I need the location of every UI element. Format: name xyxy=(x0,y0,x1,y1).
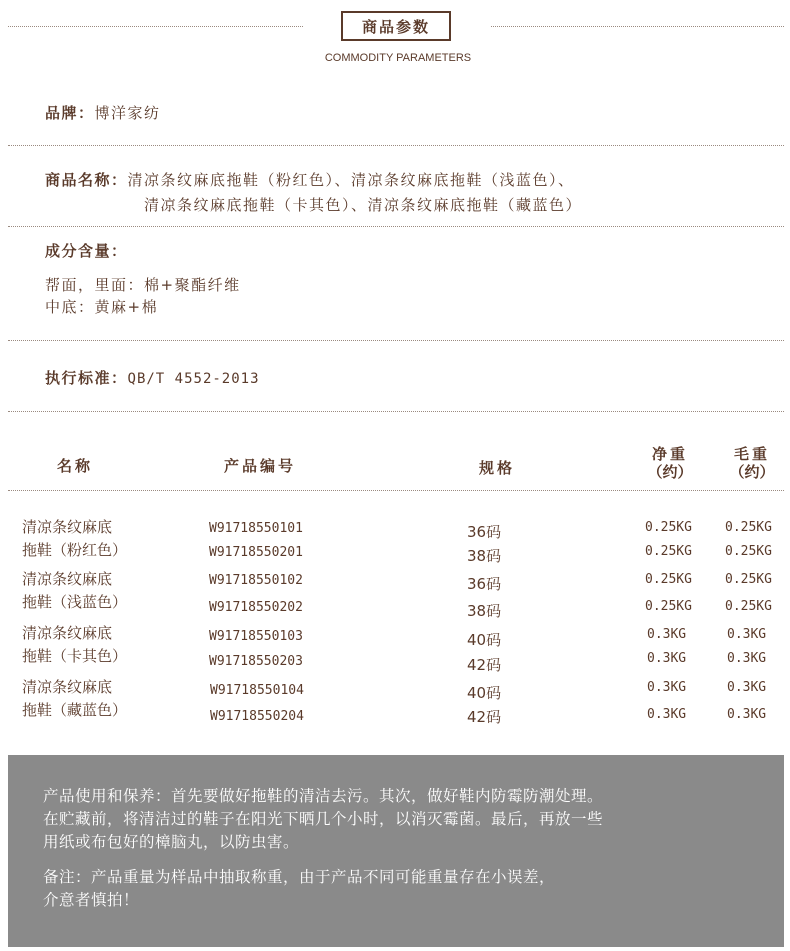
col-header-net-line2: （约） xyxy=(647,463,693,481)
table-row-code: W91718550202 xyxy=(209,600,303,615)
table-row-gross-weight: 0.3KG xyxy=(727,707,767,722)
table-row-code: W91718550104 xyxy=(210,683,304,698)
table-row-size: 42码 xyxy=(467,656,502,674)
composition-line2: 中底：黄麻+棉 xyxy=(45,298,159,316)
table-row-size: 36码 xyxy=(467,523,502,541)
table-row-net-weight: 0.25KG xyxy=(645,544,692,559)
table-row-size: 40码 xyxy=(467,684,502,702)
table-row-net-weight: 0.25KG xyxy=(645,520,692,535)
col-header-code: 产品编号 xyxy=(223,457,296,475)
table-row-name-line1: 清凉条纹麻底 xyxy=(22,624,113,642)
table-row-gross-weight: 0.25KG xyxy=(725,520,772,535)
table-row-size: 36码 xyxy=(467,575,502,593)
table-row-code: W91718550201 xyxy=(209,545,303,560)
table-row-gross-weight: 0.3KG xyxy=(727,680,767,695)
care-note-line1: 备注：产品重量为样品中抽取称重，由于产品不同可能重量存在小误差， xyxy=(43,868,556,886)
standard-row xyxy=(45,367,260,388)
table-header-divider xyxy=(8,490,784,491)
product-name-row xyxy=(45,168,582,218)
col-header-name: 名称 xyxy=(56,457,93,475)
divider xyxy=(8,226,784,227)
table-row-net-weight: 0.3KG xyxy=(647,707,687,722)
table-row-net-weight: 0.3KG xyxy=(647,680,687,695)
divider xyxy=(8,411,784,412)
section-title: 商品参数 xyxy=(341,11,451,41)
section-subtitle: COMMODITY PARAMETERS xyxy=(324,52,472,64)
table-row-net-weight: 0.3KG xyxy=(647,627,687,642)
col-header-gross-weight xyxy=(722,445,782,481)
col-header-gross-line1: 毛重 xyxy=(733,445,770,463)
col-header-size: 规格 xyxy=(478,459,515,477)
care-instructions-panel xyxy=(8,755,784,947)
table-row-name-line2: 拖鞋（藏蓝色） xyxy=(22,701,128,719)
table-row-name-line2: 拖鞋（粉红色） xyxy=(22,541,128,559)
table-row-code: W91718550102 xyxy=(209,573,303,588)
care-line2: 在贮藏前，将清洁过的鞋子在阳光下晒几个小时，以消灭霉菌。最后，再放一些 xyxy=(43,810,604,828)
header-right-divider xyxy=(491,26,784,27)
table-row-size: 42码 xyxy=(467,708,502,726)
table-row-size: 40码 xyxy=(467,631,502,649)
table-row-code: W91718550204 xyxy=(210,709,304,724)
table-row-name-line1: 清凉条纹麻底 xyxy=(22,570,113,588)
composition-line1: 帮面，里面：棉+聚酯纤维 xyxy=(45,276,241,294)
product-name-line2: 清凉条纹麻底拖鞋（卡其色）、清凉条纹麻底拖鞋（藏蓝色） xyxy=(144,196,583,214)
table-row-code: W91718550101 xyxy=(209,521,303,536)
table-row-gross-weight: 0.25KG xyxy=(725,572,772,587)
table-row-code: W91718550203 xyxy=(209,654,303,669)
standard-label: 执行标准： xyxy=(45,369,128,387)
standard-value: QB/T 4552-2013 xyxy=(127,371,260,387)
care-line3: 用纸或布包好的樟脑丸，以防虫害。 xyxy=(43,833,300,851)
table-row-gross-weight: 0.25KG xyxy=(725,599,772,614)
table-row-name-line1: 清凉条纹麻底 xyxy=(22,678,113,696)
brand-value: 博洋家纺 xyxy=(94,104,161,122)
table-row-net-weight: 0.25KG xyxy=(645,599,692,614)
col-header-gross-line2: （约） xyxy=(729,463,775,481)
table-row-size: 38码 xyxy=(467,547,502,565)
divider xyxy=(8,145,784,146)
table-row-gross-weight: 0.25KG xyxy=(725,544,772,559)
table-row-name-line2: 拖鞋（卡其色） xyxy=(22,647,128,665)
table-row-gross-weight: 0.3KG xyxy=(727,627,767,642)
header-left-divider xyxy=(8,26,303,27)
brand-row xyxy=(45,102,161,123)
table-row-net-weight: 0.3KG xyxy=(647,651,687,666)
product-name-label: 商品名称： xyxy=(45,171,128,189)
divider xyxy=(8,340,784,341)
care-note-line2: 介意者慎拍！ xyxy=(43,891,140,909)
col-header-net-line1: 净重 xyxy=(651,445,688,463)
table-row-size: 38码 xyxy=(467,602,502,620)
col-header-net-weight xyxy=(640,445,700,481)
product-name-line1: 清凉条纹麻底拖鞋（粉红色）、清凉条纹麻底拖鞋（浅蓝色）、 xyxy=(127,171,575,189)
brand-label: 品牌： xyxy=(45,104,95,122)
table-row-gross-weight: 0.3KG xyxy=(727,651,767,666)
table-row-net-weight: 0.25KG xyxy=(645,572,692,587)
table-row-name-line1: 清凉条纹麻底 xyxy=(22,518,113,536)
composition-label: 成分含量： xyxy=(45,242,128,260)
table-row-name-line2: 拖鞋（浅蓝色） xyxy=(22,593,128,611)
table-row-code: W91718550103 xyxy=(209,629,303,644)
care-line1: 产品使用和保养：首先要做好拖鞋的清洁去污。其次，做好鞋内防霉防潮处理。 xyxy=(43,787,604,805)
